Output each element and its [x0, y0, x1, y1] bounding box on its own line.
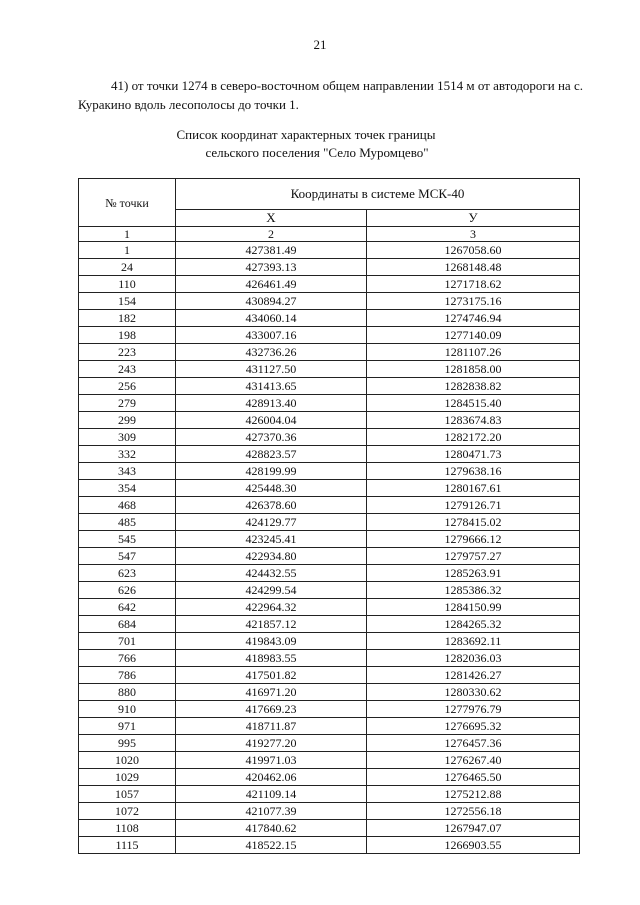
- coordinates-table: [78, 178, 580, 854]
- y-cell: 1267947.07: [366, 820, 579, 837]
- table-row: [79, 565, 580, 582]
- table-row: [79, 718, 580, 735]
- table-row: [79, 684, 580, 701]
- x-cell: 418711.87: [176, 718, 367, 735]
- table-row: [79, 820, 580, 837]
- header-y: У: [366, 210, 579, 227]
- point-cell: 154: [79, 293, 176, 310]
- x-cell: 428823.57: [176, 446, 367, 463]
- column-number: 1: [79, 227, 176, 242]
- table-row: [79, 599, 580, 616]
- table-row: [79, 463, 580, 480]
- point-cell: 545: [79, 531, 176, 548]
- point-cell: 1057: [79, 786, 176, 803]
- point-cell: 547: [79, 548, 176, 565]
- route-paragraph: 41) от точки 1274 в северо-восточном общем направлении 1514 м от автодороги на с. Куракино вдоль лесополосы до точки 1.: [78, 78, 583, 112]
- table-row: [79, 803, 580, 820]
- point-cell: 1115: [79, 837, 176, 854]
- point-cell: 332: [79, 446, 176, 463]
- point-cell: 766: [79, 650, 176, 667]
- x-cell: 431413.65: [176, 378, 367, 395]
- table-row: [79, 361, 580, 378]
- point-cell: 223: [79, 344, 176, 361]
- point-cell: 1108: [79, 820, 176, 837]
- x-cell: 417669.23: [176, 701, 367, 718]
- y-cell: 1276695.32: [366, 718, 579, 735]
- point-cell: 343: [79, 463, 176, 480]
- table-row: [79, 752, 580, 769]
- point-cell: 623: [79, 565, 176, 582]
- table-row: [79, 412, 580, 429]
- x-cell: 419277.20: [176, 735, 367, 752]
- table-title-line-1: Список координат характерных точек границы: [176, 127, 436, 142]
- x-cell: 419843.09: [176, 633, 367, 650]
- y-cell: 1284515.40: [366, 395, 579, 412]
- table-title: [0, 126, 640, 162]
- y-cell: 1275212.88: [366, 786, 579, 803]
- point-cell: 299: [79, 412, 176, 429]
- y-cell: 1272556.18: [366, 803, 579, 820]
- coordinates-body: [79, 242, 580, 854]
- y-cell: 1274746.94: [366, 310, 579, 327]
- column-number: 2: [176, 227, 367, 242]
- x-cell: 434060.14: [176, 310, 367, 327]
- table-row: [79, 242, 580, 259]
- y-cell: 1279126.71: [366, 497, 579, 514]
- y-cell: 1281107.26: [366, 344, 579, 361]
- y-cell: 1277140.09: [366, 327, 579, 344]
- y-cell: 1277976.79: [366, 701, 579, 718]
- table-row: [79, 327, 580, 344]
- x-cell: 422964.32: [176, 599, 367, 616]
- point-cell: 642: [79, 599, 176, 616]
- table-row: [79, 786, 580, 803]
- table-row: [79, 259, 580, 276]
- x-cell: 424129.77: [176, 514, 367, 531]
- y-cell: 1281426.27: [366, 667, 579, 684]
- y-cell: 1285263.91: [366, 565, 579, 582]
- table-row: [79, 582, 580, 599]
- point-cell: 24: [79, 259, 176, 276]
- table-row: [79, 633, 580, 650]
- y-cell: 1283674.83: [366, 412, 579, 429]
- y-cell: 1283692.11: [366, 633, 579, 650]
- x-cell: 431127.50: [176, 361, 367, 378]
- y-cell: 1280471.73: [366, 446, 579, 463]
- x-cell: 427393.13: [176, 259, 367, 276]
- x-cell: 423245.41: [176, 531, 367, 548]
- x-cell: 416971.20: [176, 684, 367, 701]
- table-row: [79, 650, 580, 667]
- y-cell: 1280330.62: [366, 684, 579, 701]
- x-cell: 417840.62: [176, 820, 367, 837]
- y-cell: 1267058.60: [366, 242, 579, 259]
- y-cell: 1271718.62: [366, 276, 579, 293]
- x-cell: 430894.27: [176, 293, 367, 310]
- point-cell: 1020: [79, 752, 176, 769]
- point-cell: 256: [79, 378, 176, 395]
- y-cell: 1279757.27: [366, 548, 579, 565]
- table-row: [79, 514, 580, 531]
- point-cell: 880: [79, 684, 176, 701]
- point-cell: 279: [79, 395, 176, 412]
- y-cell: 1284265.32: [366, 616, 579, 633]
- x-cell: 419971.03: [176, 752, 367, 769]
- y-cell: 1273175.16: [366, 293, 579, 310]
- y-cell: 1282036.03: [366, 650, 579, 667]
- x-cell: 433007.16: [176, 327, 367, 344]
- x-cell: 425448.30: [176, 480, 367, 497]
- column-numbers-row: [79, 227, 580, 242]
- x-cell: 426004.04: [176, 412, 367, 429]
- table-title-line-2: сельского поселения "Село Муромцево": [205, 145, 429, 160]
- point-cell: 110: [79, 276, 176, 293]
- point-cell: 468: [79, 497, 176, 514]
- table-row: [79, 735, 580, 752]
- y-cell: 1268148.48: [366, 259, 579, 276]
- x-cell: 422934.80: [176, 548, 367, 565]
- table-row: [79, 548, 580, 565]
- point-cell: 1029: [79, 769, 176, 786]
- table-row: [79, 837, 580, 854]
- table-row: [79, 395, 580, 412]
- table-row: [79, 531, 580, 548]
- point-cell: 485: [79, 514, 176, 531]
- point-cell: 910: [79, 701, 176, 718]
- x-cell: 427381.49: [176, 242, 367, 259]
- y-cell: 1276267.40: [366, 752, 579, 769]
- table-row: [79, 429, 580, 446]
- y-cell: 1266903.55: [366, 837, 579, 854]
- table-row: [79, 667, 580, 684]
- header-coordinate-system: Координаты в системе МСК-40: [176, 179, 580, 210]
- x-cell: 424299.54: [176, 582, 367, 599]
- x-cell: 424432.55: [176, 565, 367, 582]
- table-row: [79, 446, 580, 463]
- y-cell: 1276457.36: [366, 735, 579, 752]
- point-cell: 626: [79, 582, 176, 599]
- point-cell: 995: [79, 735, 176, 752]
- table-row: [79, 701, 580, 718]
- point-cell: 786: [79, 667, 176, 684]
- x-cell: 427370.36: [176, 429, 367, 446]
- x-cell: 421857.12: [176, 616, 367, 633]
- point-cell: 309: [79, 429, 176, 446]
- y-cell: 1281858.00: [366, 361, 579, 378]
- table-row: [79, 344, 580, 361]
- point-cell: 971: [79, 718, 176, 735]
- x-cell: 428913.40: [176, 395, 367, 412]
- point-cell: 243: [79, 361, 176, 378]
- table-row: [79, 310, 580, 327]
- y-cell: 1282172.20: [366, 429, 579, 446]
- table-row: [79, 480, 580, 497]
- table-row: [79, 616, 580, 633]
- header-point-number: № точки: [79, 179, 176, 227]
- x-cell: 421109.14: [176, 786, 367, 803]
- x-cell: 417501.82: [176, 667, 367, 684]
- x-cell: 418983.55: [176, 650, 367, 667]
- header-x: X: [176, 210, 367, 227]
- y-cell: 1279638.16: [366, 463, 579, 480]
- y-cell: 1279666.12: [366, 531, 579, 548]
- x-cell: 428199.99: [176, 463, 367, 480]
- point-cell: 198: [79, 327, 176, 344]
- y-cell: 1278415.02: [366, 514, 579, 531]
- x-cell: 426378.60: [176, 497, 367, 514]
- x-cell: 420462.06: [176, 769, 367, 786]
- column-number: 3: [366, 227, 579, 242]
- point-cell: 354: [79, 480, 176, 497]
- table-row: [79, 293, 580, 310]
- table-row: [79, 497, 580, 514]
- y-cell: 1276465.50: [366, 769, 579, 786]
- page-number: 21: [313, 37, 327, 52]
- table-row: [79, 276, 580, 293]
- point-cell: 182: [79, 310, 176, 327]
- table-row: [79, 769, 580, 786]
- y-cell: 1285386.32: [366, 582, 579, 599]
- table-row: [79, 378, 580, 395]
- x-cell: 418522.15: [176, 837, 367, 854]
- y-cell: 1284150.99: [366, 599, 579, 616]
- x-cell: 421077.39: [176, 803, 367, 820]
- point-cell: 1072: [79, 803, 176, 820]
- x-cell: 426461.49: [176, 276, 367, 293]
- point-cell: 684: [79, 616, 176, 633]
- y-cell: 1280167.61: [366, 480, 579, 497]
- x-cell: 432736.26: [176, 344, 367, 361]
- y-cell: 1282838.82: [366, 378, 579, 395]
- point-cell: 701: [79, 633, 176, 650]
- point-cell: 1: [79, 242, 176, 259]
